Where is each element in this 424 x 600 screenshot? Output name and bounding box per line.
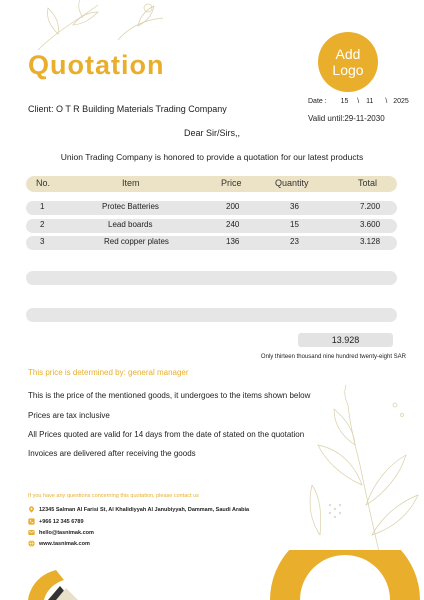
website-text[interactable]: www.tasnimak.com <box>39 540 90 547</box>
row-item: Lead boards <box>108 220 153 229</box>
note-item: This is the price of the mentioned goods, it undergoes to the items shown below <box>28 391 311 400</box>
table-row <box>26 219 397 233</box>
row-total: 3.600 <box>360 220 381 229</box>
note-item: Invoices are delivered after receiving the goods <box>28 449 196 458</box>
header-item: Item <box>122 178 140 188</box>
grand-total: 13.928 <box>298 333 393 347</box>
phone-icon <box>28 518 35 525</box>
blank-row <box>26 308 397 322</box>
row-total: 7.200 <box>360 202 381 211</box>
row-price: 240 <box>226 220 240 229</box>
contact-email <box>28 529 94 536</box>
globe-icon <box>28 540 35 547</box>
note-item: All Prices quoted are valid for 14 days from the date of stated on the quotation <box>28 430 305 439</box>
header-total: Total <box>358 178 378 188</box>
date-month: 11 <box>366 98 374 105</box>
email-text[interactable]: hello@tasnimak.com <box>39 529 94 536</box>
intro-text: Union Trading Company is honored to provide a quotation for our latest products <box>60 152 364 162</box>
date-year: 2025 <box>393 98 409 105</box>
contact-heading: If you have any questions concerning this quotation, please contact us <box>28 493 199 499</box>
date-day: 15 <box>340 98 349 105</box>
valid-until: Valid until:29-11-2030 <box>308 114 385 123</box>
sun-arc-decoration-icon <box>0 550 424 600</box>
logo-placeholder <box>318 32 378 92</box>
row-item: Protec Batteries <box>102 202 159 211</box>
table-row <box>26 201 397 215</box>
contact-website <box>28 540 90 547</box>
row-price: 200 <box>226 202 240 211</box>
row-item: Red copper plates <box>104 237 169 246</box>
contact-phone <box>28 518 84 525</box>
address-text: 12345 Salman Al Farisi St, Al Khalidiyyah Al Janubiyyah, Dammam, Saudi Arabia <box>39 506 250 513</box>
location-pin-icon <box>28 506 35 513</box>
row-no: 1 <box>40 202 45 211</box>
floral-decoration-bottom-icon <box>300 385 424 600</box>
row-total: 3.128 <box>360 237 381 246</box>
email-icon <box>28 529 35 536</box>
row-price: 136 <box>226 237 240 246</box>
header-quantity: Quantity <box>275 178 309 188</box>
contact-address <box>28 506 249 513</box>
quotation-date <box>308 98 409 105</box>
page-title: Quotation <box>28 50 165 80</box>
floral-decoration-top-icon <box>28 0 178 55</box>
row-quantity: 15 <box>290 220 299 229</box>
logo-line-2: Logo <box>332 62 364 78</box>
row-quantity: 36 <box>290 202 299 211</box>
row-no: 3 <box>40 237 45 246</box>
phone-text[interactable]: +966 12 345 6789 <box>39 518 84 525</box>
table-row <box>26 236 397 250</box>
row-no: 2 <box>40 220 45 229</box>
header-price: Price <box>221 178 242 188</box>
logo-line-1: Add <box>335 45 361 62</box>
date-separator-1: \ <box>357 98 360 105</box>
client-name: Client: O T R Building Materials Trading Company <box>28 104 227 114</box>
blank-row <box>26 271 397 285</box>
table-header <box>26 176 397 192</box>
date-separator-2: \ <box>385 98 388 105</box>
determined-by: This price is determined by: general manager <box>28 368 189 377</box>
row-quantity: 23 <box>290 237 299 246</box>
date-label: Date : <box>308 98 327 105</box>
header-no: No. <box>36 178 51 188</box>
greeting: Dear Sir/Sirs,, <box>183 128 240 138</box>
total-in-words: Only thirteen thousand nine hundred twenty-eight SAR <box>260 354 406 360</box>
note-item: Prices are tax inclusive <box>28 411 110 420</box>
